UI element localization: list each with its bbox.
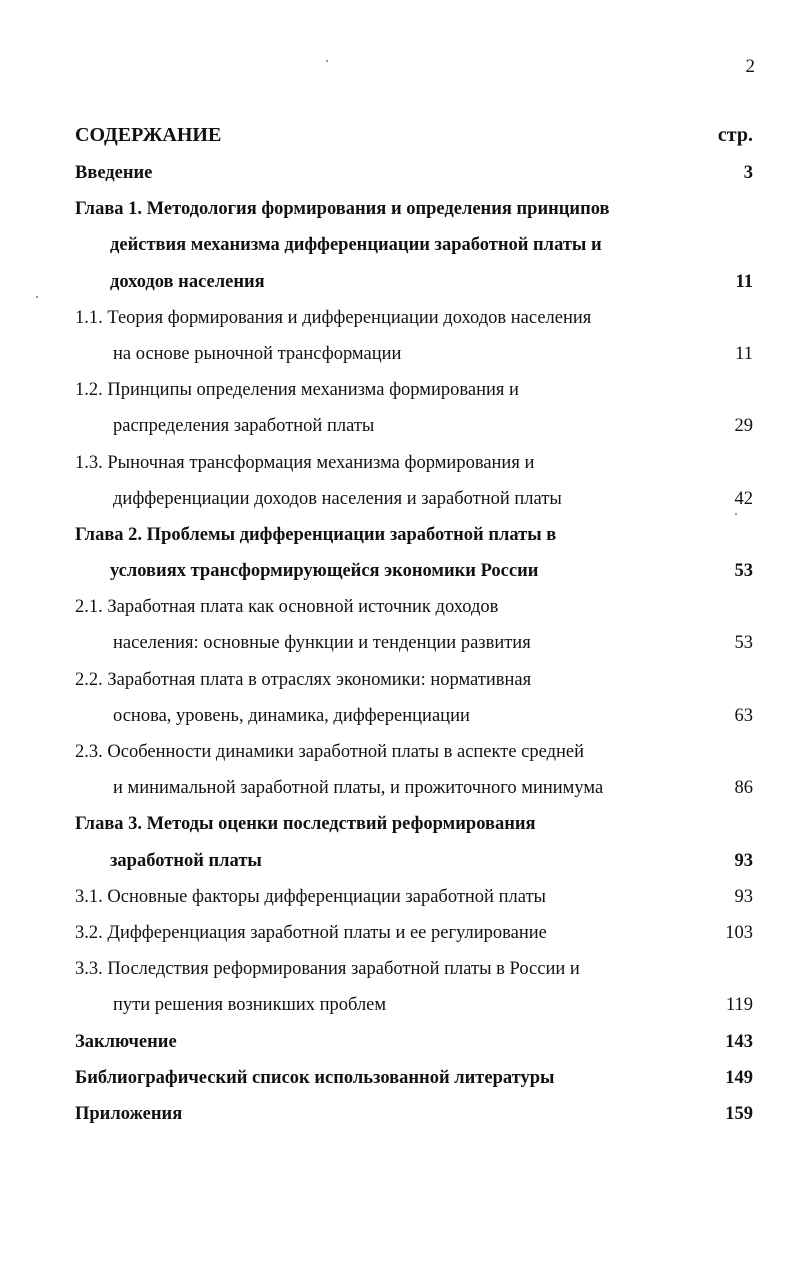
toc-page-number: 63: [734, 705, 753, 726]
toc-entry-title: Глава 3. Методы оценки последствий реформирования: [75, 814, 536, 835]
toc-page-number: 86: [734, 778, 753, 799]
toc-page-number: 143: [725, 1031, 753, 1052]
toc-entry-title: Введение: [75, 163, 153, 183]
toc-entry-title: Библиографический список использованной литературы: [75, 1067, 555, 1088]
toc-entry-title: 2.1. Заработная плата как основной источник доходов: [75, 597, 499, 618]
page-column-label: стр.: [717, 124, 753, 146]
toc-entry-title: 1.2. Принципы определения механизма формирования и: [75, 380, 519, 401]
toc-page-number: 149: [725, 1067, 753, 1088]
toc-chapter-entry: [75, 1029, 753, 1065]
toc-page-number: 3: [743, 163, 753, 183]
toc-section-entry: [75, 594, 753, 666]
toc-entry-title-continued: дифференциации доходов населения и заработной платы: [113, 488, 562, 509]
toc-page-number: 93: [734, 886, 753, 907]
toc-entry-title-continued: и минимальной заработной платы, и прожиточного минимума: [113, 778, 604, 799]
toc-entry-title: Заключение: [75, 1031, 177, 1052]
toc-page-number: 103: [725, 922, 753, 943]
table-of-contents: [75, 160, 753, 1137]
toc-section-entry: [75, 377, 753, 449]
toc-page-number: 11: [735, 343, 753, 364]
toc-page-number: 159: [725, 1103, 753, 1124]
toc-entry-title: 3.2. Дифференциация заработной платы и ее регулирование: [75, 922, 547, 943]
toc-entry-title: 1.3. Рыночная трансформация механизма формирования и: [75, 452, 535, 473]
toc-section-entry: [75, 739, 753, 811]
toc-section-entry: [75, 956, 753, 1028]
toc-page-number: 11: [735, 271, 753, 292]
toc-page-number: 42: [734, 488, 753, 509]
toc-chapter-entry: [75, 522, 753, 594]
toc-entry-title-continued: доходов населения: [110, 271, 265, 292]
toc-entry-title: 3.1. Основные факторы дифференциации заработной платы: [75, 886, 546, 907]
toc-entry-title-continued: заработной платы: [110, 850, 262, 871]
scan-speck: [326, 60, 328, 62]
toc-page-number: 53: [734, 633, 753, 654]
toc-chapter-entry: [75, 196, 753, 305]
toc-chapter-entry: [75, 1065, 753, 1101]
toc-entry-title-continued: условиях трансформирующейся экономики России: [110, 561, 539, 582]
toc-title: СОДЕРЖАНИЕ: [75, 124, 222, 146]
toc-entry-title: 2.3. Особенности динамики заработной платы в аспекте средней: [75, 742, 585, 762]
scan-speck: [735, 513, 737, 515]
toc-chapter-entry: [75, 160, 753, 196]
toc-chapter-entry: [75, 1101, 753, 1137]
toc-page-number: 93: [734, 850, 753, 871]
toc-chapter-entry: [75, 811, 753, 883]
toc-entry-title-continued: на основе рыночной трансформации: [113, 343, 402, 364]
toc-section-entry: [75, 305, 753, 377]
toc-entry-title-continued: основа, уровень, динамика, дифференциации: [113, 705, 470, 726]
toc-entry-title: 3.3. Последствия реформирования заработной платы в России и: [75, 959, 580, 980]
toc-entry-title-continued: действия механизма дифференциации заработной платы и: [110, 235, 602, 256]
toc-entry-title: Приложения: [75, 1103, 183, 1124]
scan-speck: [36, 296, 38, 298]
toc-entry-title: Глава 2. Проблемы дифференциации заработной платы в: [75, 524, 557, 545]
toc-entry-title-continued: пути решения возникших проблем: [113, 995, 387, 1016]
toc-page-number: 53: [734, 561, 753, 582]
toc-entry-title: Глава 1. Методология формирования и определения принципов: [75, 199, 610, 220]
page-number: 2: [745, 56, 755, 77]
toc-heading: [75, 124, 753, 152]
toc-section-entry: [75, 667, 753, 739]
toc-section-entry: [75, 884, 753, 920]
toc-section-entry: [75, 920, 753, 956]
toc-entry-title: 2.2. Заработная плата в отраслях экономики: нормативная: [75, 669, 532, 690]
toc-page-number: 29: [734, 416, 753, 437]
toc-entry-title-continued: распределения заработной платы: [113, 416, 375, 437]
toc-entry-title: 1.1. Теория формирования и дифференциации доходов населения: [75, 307, 592, 328]
toc-entry-title-continued: населения: основные функции и тенденции развития: [113, 633, 531, 654]
toc-section-entry: [75, 450, 753, 522]
toc-page-number: 119: [725, 995, 753, 1016]
